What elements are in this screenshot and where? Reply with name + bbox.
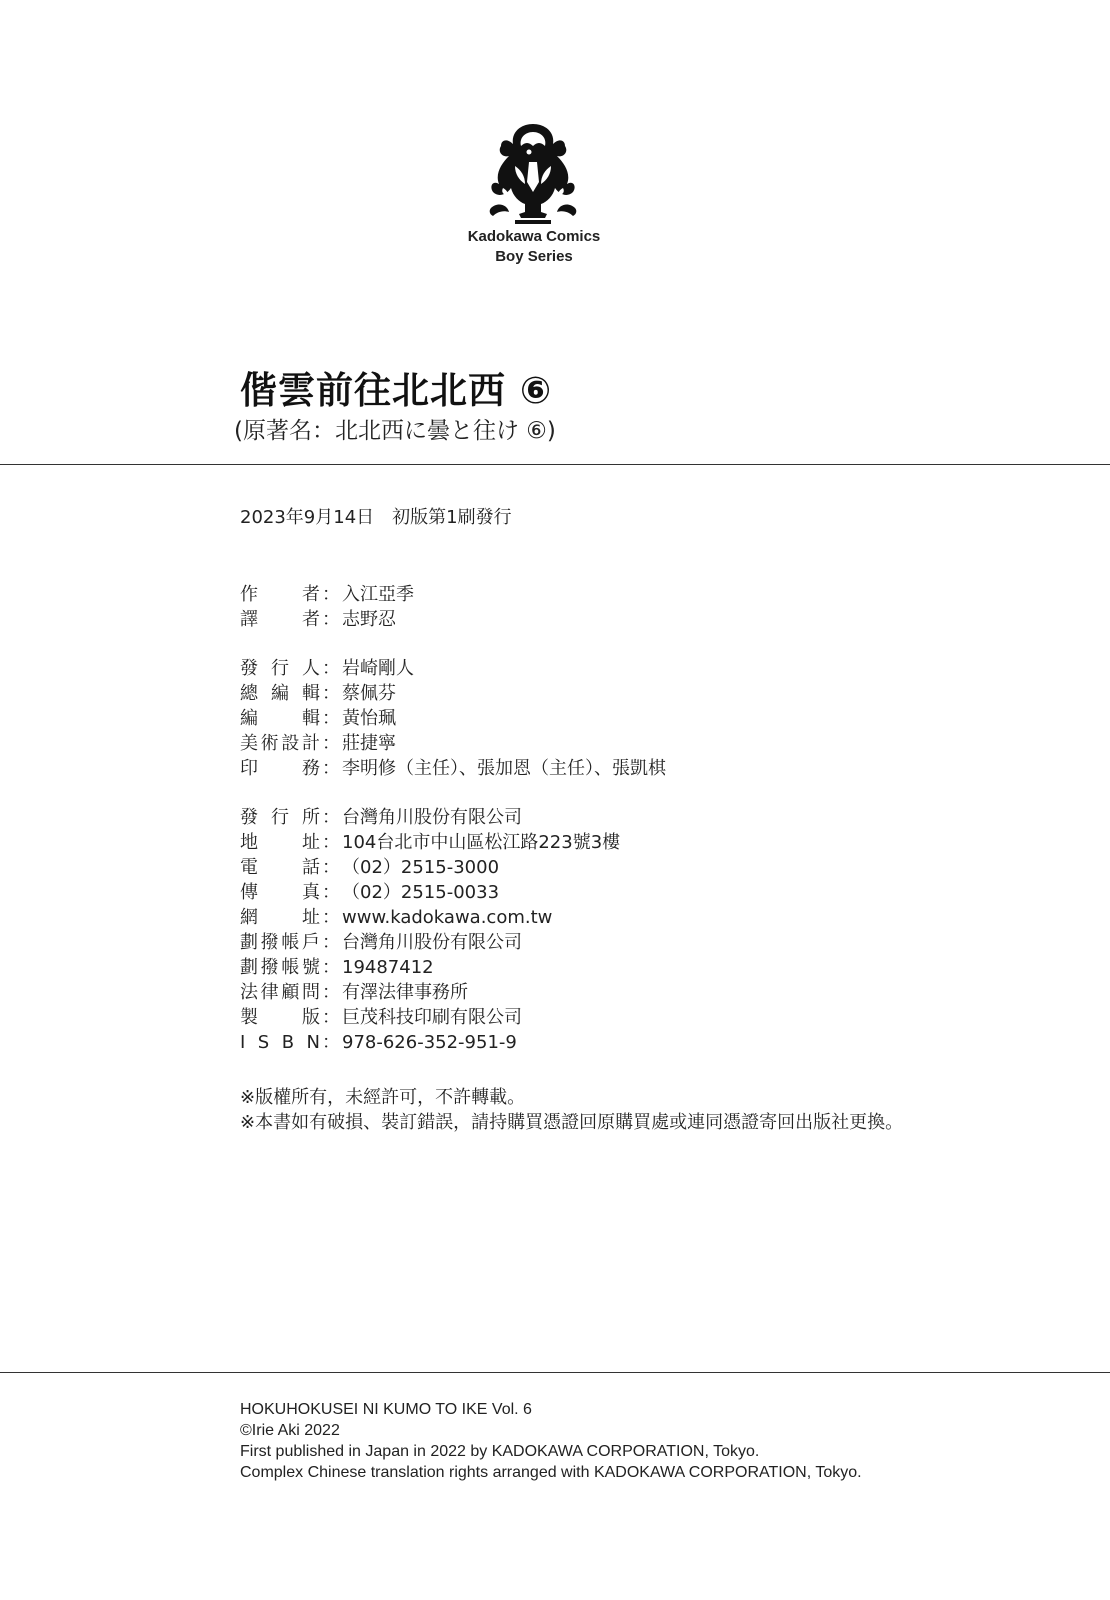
credit-row [240, 805, 620, 830]
credit-colon: ： [322, 609, 340, 630]
credit-row [240, 980, 620, 1005]
credit-label: 傳 真 [240, 882, 320, 903]
edition-date: 2023年9月14日 初版第1刷發行 [240, 507, 512, 528]
footer-line: Complex Chinese translation rights arranged with KADOKAWA CORPORATION, Tokyo. [240, 1464, 862, 1481]
footer-credits [240, 1399, 862, 1483]
credit-label: I S B N [240, 1032, 320, 1053]
damage-notice: ※本書如有破損、裝訂錯誤，請持購買憑證回原購買處或連同憑證寄回出版社更換。 [240, 1112, 904, 1133]
credit-row [240, 905, 620, 930]
credit-label: 劃 撥 帳 號 [240, 957, 320, 978]
credit-row [240, 731, 666, 756]
credit-label: 電 話 [240, 857, 320, 878]
credit-label: 總 編 輯 [240, 683, 320, 704]
credit-value: 978-626-352-951-9 [342, 1032, 517, 1053]
credits-publisher [240, 805, 620, 1055]
credit-value: 104台北市中山區松江路223號3樓 [342, 832, 621, 853]
credit-value: 黃怡珮 [342, 708, 396, 729]
credit-label: 譯 者 [240, 609, 320, 630]
credit-label: 作 者 [240, 584, 320, 605]
credit-value: 蔡佩芬 [342, 683, 396, 704]
credit-value: 莊捷寧 [342, 733, 396, 754]
credit-colon: ： [322, 584, 340, 605]
credit-colon: ： [322, 882, 340, 903]
credit-row [240, 855, 620, 880]
credit-row [240, 582, 414, 607]
credit-value: 19487412 [342, 957, 434, 978]
credit-colon: ： [322, 807, 340, 828]
credit-value: 入江亞季 [342, 584, 414, 605]
credit-label: 發 行 所 [240, 807, 320, 828]
credit-colon: ： [322, 1032, 340, 1053]
credit-row [240, 880, 620, 905]
imprint-line-1: Kadokawa Comics [467, 228, 601, 245]
credit-value: 巨茂科技印刷有限公司 [342, 1007, 522, 1028]
credit-value: （02）2515-3000 [342, 857, 500, 878]
credit-value: 岩崎剛人 [342, 658, 414, 679]
credit-label: 製 版 [240, 1007, 320, 1028]
notices [240, 1085, 903, 1135]
footer-line: First published in Japan in 2022 by KADOKAWA CORPORATION, Tokyo. [240, 1443, 760, 1460]
credit-label: 美 術 設 計 [240, 733, 320, 754]
copyright-notice: ※版權所有，未經許可，不許轉載。 [240, 1087, 526, 1108]
footer-line: ©Irie Aki 2022 [240, 1422, 340, 1439]
credit-colon: ： [322, 758, 340, 779]
credit-value: 台灣角川股份有限公司 [342, 807, 522, 828]
credit-label: 地 址 [240, 832, 320, 853]
credit-label: 印 務 [240, 758, 320, 779]
credit-row [240, 830, 620, 855]
credit-row [240, 681, 666, 706]
divider-bottom [0, 1372, 1110, 1373]
website-link[interactable]: www.kadokawa.com.tw [342, 907, 553, 928]
credit-colon: ： [322, 857, 340, 878]
credit-row [240, 756, 666, 781]
credit-row [240, 1005, 620, 1030]
credit-row [240, 955, 620, 980]
credit-colon: ： [322, 832, 340, 853]
credit-row [240, 1030, 620, 1055]
credit-label: 法 律 顧 問 [240, 982, 320, 1003]
credit-label: 網 址 [240, 907, 320, 928]
credit-label: 劃 撥 帳 戶 [240, 932, 320, 953]
credit-colon: ： [322, 708, 340, 729]
divider-top [0, 464, 1110, 465]
original-title: (原著名：北北西に曇と往け ⑥) [234, 418, 556, 444]
credit-value: 志野忍 [342, 609, 396, 630]
credit-value: （02）2515-0033 [342, 882, 500, 903]
credits-people [240, 582, 414, 632]
credit-label: 發 行 人 [240, 658, 320, 679]
credit-row [240, 706, 666, 731]
credit-value: 有澤法律事務所 [342, 982, 468, 1003]
credit-row [240, 607, 414, 632]
credit-colon: ： [322, 683, 340, 704]
credit-colon: ： [322, 982, 340, 1003]
credit-colon: ： [322, 658, 340, 679]
credit-value: 李明修（主任）、張加恩（主任）、張凱棋 [342, 758, 666, 779]
imprint-line-2: Boy Series [495, 248, 573, 265]
book-title: 偕雲前往北北西 ⑥ [240, 369, 553, 412]
credit-colon: ： [322, 733, 340, 754]
phoenix-icon [485, 122, 581, 226]
credit-colon: ： [322, 957, 340, 978]
credit-row [240, 656, 666, 681]
credit-colon: ： [322, 1007, 340, 1028]
credit-value: 台灣角川股份有限公司 [342, 932, 522, 953]
credit-colon: ： [322, 932, 340, 953]
credit-colon: ： [322, 907, 340, 928]
footer-line: HOKUHOKUSEI NI KUMO TO IKE Vol. 6 [240, 1401, 532, 1418]
credits-staff [240, 656, 666, 781]
credit-label: 編 輯 [240, 708, 320, 729]
credit-row [240, 930, 620, 955]
